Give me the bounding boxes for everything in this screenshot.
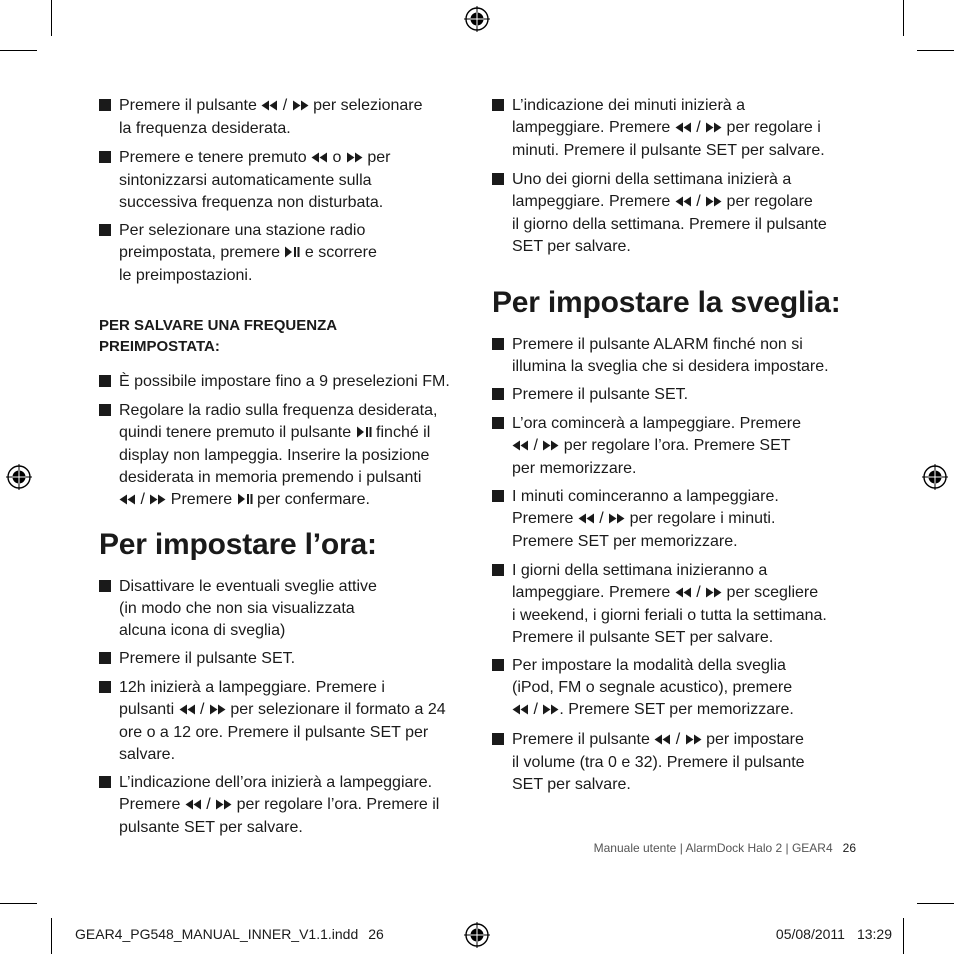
item-text: per memorizzare. xyxy=(512,459,637,477)
item-text: I giorni della settimana inizieranno a xyxy=(512,561,768,579)
right-column xyxy=(492,95,857,802)
item-text: Premere il pulsante SET. xyxy=(119,650,296,667)
crop-mark xyxy=(917,903,954,904)
item-text: Per selezionare una stazione radio xyxy=(119,222,366,239)
item-line xyxy=(119,722,469,744)
item-line xyxy=(119,699,469,722)
item-line xyxy=(512,486,857,508)
rewind-icon xyxy=(261,96,278,118)
item-text: per selezionare xyxy=(308,97,423,114)
bullet-square-icon xyxy=(99,404,111,416)
item-line xyxy=(119,220,469,242)
item-line xyxy=(512,334,857,356)
item-line xyxy=(119,794,469,817)
set-time-heading: Per impostare l’ora: xyxy=(99,527,377,561)
registration-mark-icon xyxy=(921,463,949,491)
item-text: / xyxy=(136,490,150,508)
list-item xyxy=(492,169,857,258)
item-text: per scegliere xyxy=(722,583,819,601)
item-text: SET per salvare. xyxy=(512,237,631,255)
fast-forward-icon xyxy=(705,583,722,605)
list-item xyxy=(492,334,857,378)
item-text: / xyxy=(671,730,685,748)
item-text: / xyxy=(201,796,216,813)
item-line xyxy=(119,422,469,445)
fast-forward-icon xyxy=(705,192,722,214)
item-text: ore o a 12 ore. Premere il pulsante SET per xyxy=(119,723,429,741)
item-text: lampeggiare. Premere xyxy=(512,583,675,601)
bullet-square-icon xyxy=(99,375,111,387)
item-text: i weekend, i giorni feriali o tutta la settimana. xyxy=(512,606,827,624)
subheading-line: PREIMPOSTATA: xyxy=(99,338,220,355)
item-text: quindi tenere premuto il pulsante xyxy=(119,423,356,441)
item-text: 12h inizierà a lampeggiare. Premere i xyxy=(119,678,385,696)
list-item xyxy=(99,95,469,140)
fast-forward-icon xyxy=(705,118,722,140)
list-item xyxy=(492,95,857,162)
rewind-icon xyxy=(578,509,595,531)
rewind-icon xyxy=(675,583,692,605)
registration-mark-icon xyxy=(463,5,491,33)
item-text: Premere il pulsante xyxy=(119,97,262,114)
set-time-continued-list xyxy=(492,95,857,258)
item-line xyxy=(119,467,469,489)
item-line xyxy=(119,576,469,598)
rewind-icon xyxy=(119,490,136,512)
item-line xyxy=(512,655,857,677)
item-text: Premere e tenere premuto xyxy=(119,148,312,166)
item-line xyxy=(119,620,469,642)
item-text: per impostare xyxy=(701,730,804,748)
item-line xyxy=(512,117,857,140)
list-item xyxy=(492,729,857,796)
item-line xyxy=(512,605,857,627)
item-text: Premere xyxy=(119,796,185,813)
item-line xyxy=(512,531,857,553)
item-text: SET per salvare. xyxy=(512,775,631,793)
fast-forward-icon xyxy=(149,490,166,512)
item-line xyxy=(512,169,857,191)
crop-mark xyxy=(903,918,904,954)
item-line xyxy=(119,648,469,670)
fast-forward-icon xyxy=(685,730,702,752)
fast-forward-icon xyxy=(542,436,559,458)
page-footer xyxy=(594,841,856,855)
set-alarm-list xyxy=(492,334,857,796)
item-text: / xyxy=(594,510,609,527)
list-item xyxy=(492,486,857,553)
item-line xyxy=(512,774,857,796)
item-line xyxy=(119,744,469,766)
bullet-square-icon xyxy=(99,580,111,592)
item-line xyxy=(512,458,857,480)
fast-forward-icon xyxy=(215,795,232,817)
item-line xyxy=(512,560,857,582)
bullet-square-icon xyxy=(492,733,504,745)
slug-date-time xyxy=(776,926,892,942)
crop-mark xyxy=(0,903,37,904)
radio-instructions-list xyxy=(99,95,469,287)
rewind-icon xyxy=(311,148,328,170)
item-line xyxy=(512,508,857,531)
item-line xyxy=(119,817,469,839)
item-text: preimpostata, premere xyxy=(119,244,285,261)
bullet-square-icon xyxy=(492,388,504,400)
fast-forward-icon xyxy=(292,96,309,118)
bullet-square-icon xyxy=(492,490,504,502)
slug-date: 05/08/2011 xyxy=(775,926,845,942)
item-line xyxy=(119,147,469,170)
item-line xyxy=(512,413,857,435)
crop-mark xyxy=(903,0,904,36)
item-line xyxy=(512,140,857,162)
item-line xyxy=(119,445,469,467)
item-line xyxy=(512,191,857,214)
list-item xyxy=(99,371,469,393)
list-item xyxy=(99,648,469,670)
item-text: le preimpostazioni. xyxy=(119,267,253,284)
item-line xyxy=(119,400,469,422)
list-item xyxy=(492,384,857,406)
footer-page-number: 26 xyxy=(842,841,856,855)
rewind-icon xyxy=(179,700,196,722)
item-text: I minuti cominceranno a lampeggiare. xyxy=(512,488,779,505)
item-text: per regolare l’ora. Premere il xyxy=(232,796,440,813)
item-text: / xyxy=(691,119,706,136)
item-line xyxy=(512,729,857,752)
bullet-square-icon xyxy=(492,173,504,185)
item-text: pulsante SET per salvare. xyxy=(119,819,303,836)
item-line xyxy=(119,371,469,393)
item-text: desiderata in memoria premendo i pulsanti xyxy=(119,468,422,486)
item-text: o xyxy=(328,148,346,166)
item-text: per regolare i minuti. xyxy=(625,510,776,527)
rewind-icon xyxy=(512,436,529,458)
item-text: / xyxy=(278,97,292,114)
bullet-square-icon xyxy=(99,681,111,693)
item-text: / xyxy=(529,436,543,454)
item-text: L’ora comincerà a lampeggiare. Premere xyxy=(512,414,802,432)
item-line xyxy=(512,356,857,378)
item-text: / xyxy=(691,583,706,601)
bullet-square-icon xyxy=(492,417,504,429)
fast-forward-icon xyxy=(209,700,226,722)
item-text: Uno dei giorni della settimana inizierà a xyxy=(512,170,792,188)
item-text: Premere il pulsante ALARM finché non si xyxy=(512,335,803,353)
item-text: Premere il pulsante SET. xyxy=(512,386,689,403)
item-line xyxy=(119,118,469,140)
rewind-icon xyxy=(675,118,692,140)
slug-time: 13:29 xyxy=(856,926,892,942)
item-text: / xyxy=(529,701,543,718)
item-text: . Premere SET per memorizzare. xyxy=(559,701,794,718)
bullet-square-icon xyxy=(99,776,111,788)
item-text: Premere SET per memorizzare. xyxy=(512,533,738,550)
item-text: per xyxy=(362,148,391,166)
list-item xyxy=(99,220,469,287)
save-preset-subheading xyxy=(99,315,469,357)
list-item xyxy=(492,560,857,649)
item-text: È possibile impostare fino a 9 preselezioni FM. xyxy=(119,373,450,390)
item-line xyxy=(512,677,857,699)
item-text: la frequenza desiderata. xyxy=(119,120,291,137)
footer-running-text: Manuale utente | AlarmDock Halo 2 | GEAR4 xyxy=(593,841,833,855)
item-text: Disattivare le eventuali sveglie attive xyxy=(119,577,377,595)
item-text: per regolare xyxy=(722,192,813,210)
item-text: / xyxy=(195,700,209,718)
item-line xyxy=(512,582,857,605)
set-time-list xyxy=(99,576,469,840)
bullet-square-icon xyxy=(99,652,111,664)
item-line xyxy=(512,699,857,722)
item-text: display non lampeggia. Inserire la posizione xyxy=(119,446,430,464)
list-item xyxy=(99,400,469,512)
rewind-icon xyxy=(185,795,202,817)
item-text: il giorno della settimana. Premere il pulsante xyxy=(512,215,827,233)
save-preset-list xyxy=(99,371,469,512)
item-text: L’indicazione dei minuti inizierà a xyxy=(512,97,746,114)
slug-page: 26 xyxy=(368,926,384,942)
list-item xyxy=(99,677,469,766)
crop-mark xyxy=(51,918,52,954)
rewind-icon xyxy=(675,192,692,214)
list-item xyxy=(492,413,857,480)
item-line xyxy=(119,265,469,287)
list-item xyxy=(99,772,469,839)
item-line xyxy=(119,598,469,620)
item-text: illumina la sveglia che si desidera impostare. xyxy=(512,357,829,375)
rewind-icon xyxy=(654,730,671,752)
item-line xyxy=(512,95,857,117)
slug-file-name: GEAR4_PG548_MANUAL_INNER_V1.1.indd xyxy=(75,926,359,942)
play-pause-icon xyxy=(284,243,300,265)
crop-mark xyxy=(51,0,52,36)
item-text: il volume (tra 0 e 32). Premere il pulsante xyxy=(512,753,805,771)
play-pause-icon xyxy=(237,490,253,512)
item-line xyxy=(119,677,469,699)
bullet-square-icon xyxy=(492,99,504,111)
item-text: L’indicazione dell’ora inizierà a lampeggiare. xyxy=(119,774,433,791)
item-text: Premere xyxy=(166,490,237,508)
bullet-square-icon xyxy=(99,99,111,111)
set-alarm-heading: Per impostare la sveglia: xyxy=(492,285,841,319)
item-text: lampeggiare. Premere xyxy=(512,119,675,136)
fast-forward-icon xyxy=(608,509,625,531)
registration-mark-icon xyxy=(463,921,491,949)
item-line xyxy=(512,627,857,649)
bullet-square-icon xyxy=(99,224,111,236)
list-item xyxy=(99,147,469,214)
item-text: successiva frequenza non disturbata. xyxy=(119,193,384,211)
item-text: sintonizzarsi automaticamente sulla xyxy=(119,171,372,189)
item-line xyxy=(119,242,469,265)
item-text: / xyxy=(691,192,706,210)
bullet-square-icon xyxy=(492,659,504,671)
item-line xyxy=(512,384,857,406)
item-line xyxy=(119,192,469,214)
item-line xyxy=(119,772,469,794)
crop-mark xyxy=(917,50,954,51)
item-text: minuti. Premere il pulsante SET per salvare. xyxy=(512,142,825,159)
item-text: alcuna icona di sveglia) xyxy=(119,621,286,639)
bullet-square-icon xyxy=(492,564,504,576)
slug-file-info xyxy=(75,926,384,942)
item-text: salvare. xyxy=(119,745,176,763)
registration-mark-icon xyxy=(5,463,33,491)
bullet-square-icon xyxy=(492,338,504,350)
item-text: Per impostare la modalità della sveglia xyxy=(512,657,786,674)
fast-forward-icon xyxy=(346,148,363,170)
item-text: lampeggiare. Premere xyxy=(512,192,675,210)
item-text: finché il xyxy=(371,423,431,441)
fast-forward-icon xyxy=(542,700,559,722)
item-text: Premere il pulsante SET per salvare. xyxy=(512,628,774,646)
item-text: Regolare la radio sulla frequenza desiderata, xyxy=(119,401,438,419)
rewind-icon xyxy=(512,700,529,722)
item-line xyxy=(119,170,469,192)
crop-mark xyxy=(0,50,37,51)
item-line xyxy=(512,752,857,774)
item-text: Premere il pulsante xyxy=(512,730,655,748)
item-text: (in modo che non sia visualizzata xyxy=(119,599,355,617)
item-text: per regolare i xyxy=(722,119,821,136)
item-text: e scorrere xyxy=(300,244,377,261)
item-text: per regolare l’ora. Premere SET xyxy=(559,436,791,454)
item-text: (iPod, FM o segnale acustico), premere xyxy=(512,679,793,696)
item-text: pulsanti xyxy=(119,700,179,718)
bullet-square-icon xyxy=(99,151,111,163)
list-item xyxy=(492,655,857,722)
item-text: per selezionare il formato a 24 xyxy=(225,700,446,718)
item-text: Premere xyxy=(512,510,578,527)
item-line xyxy=(512,214,857,236)
item-line xyxy=(119,95,469,118)
left-column xyxy=(99,95,469,846)
item-text: per confermare. xyxy=(252,490,370,508)
play-pause-icon xyxy=(356,423,372,445)
list-item xyxy=(99,576,469,642)
subheading-line: PER SALVARE UNA FREQUENZA xyxy=(99,317,338,334)
item-line xyxy=(512,435,857,458)
item-line xyxy=(119,489,469,512)
item-line xyxy=(512,236,857,258)
